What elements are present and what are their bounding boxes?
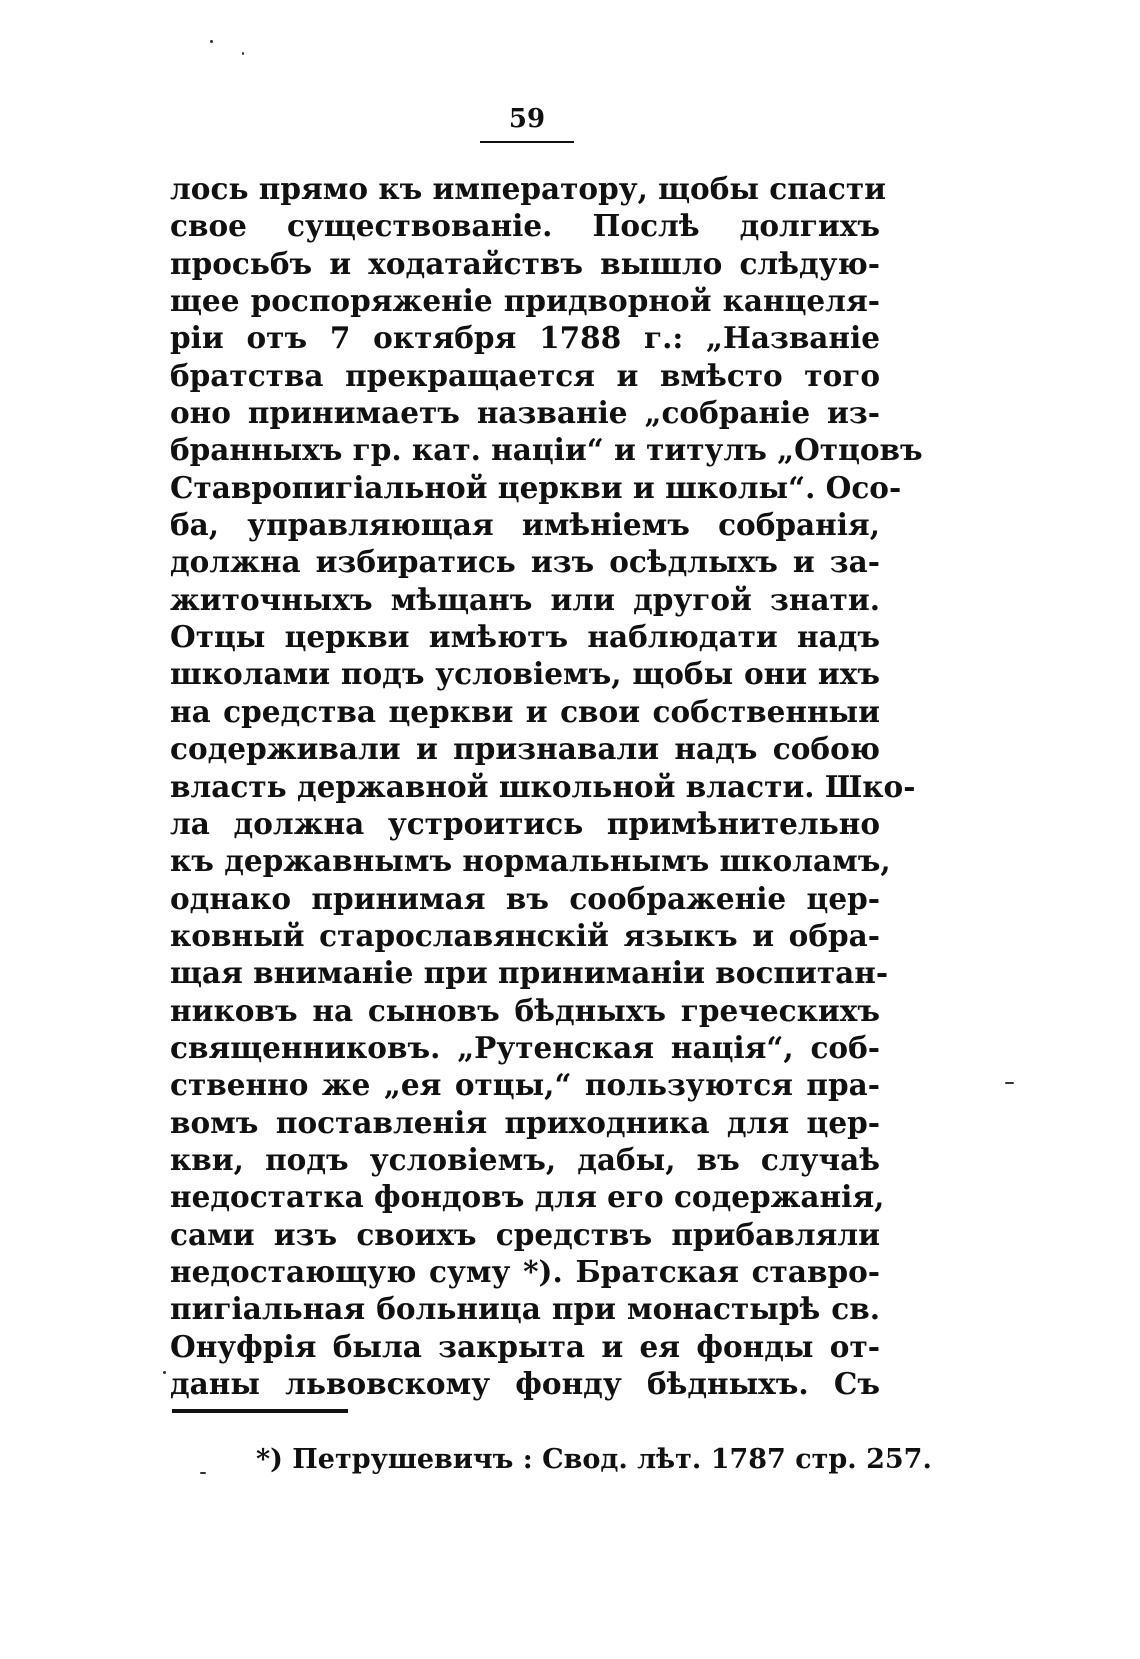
page-number: 59 [508, 104, 546, 134]
text-line: кви, подъ условіемъ, дабы, въ случаѣ [170, 1141, 880, 1177]
scan-speck [200, 1472, 206, 1474]
text-line: просьбъ и ходатайствъ вышло слѣдую- [170, 245, 880, 281]
text-line: пигіальная больница при монастырѣ св. [170, 1291, 880, 1327]
page-number-rule [480, 141, 574, 143]
text-line: школами подъ условіемъ, щобы они ихъ [170, 656, 880, 692]
text-line: свое существованіе. Послѣ долгихъ [170, 208, 880, 244]
text-line: даны львовскому фонду бѣдныхъ. Съ [170, 1366, 880, 1401]
text-line: ковный старославянскій языкъ и обра- [170, 917, 880, 953]
text-line: однако принимая въ соображеніе цер- [170, 880, 880, 916]
text-line: лось прямо къ императору, щобы спасти [170, 171, 887, 206]
scan-speck [242, 52, 244, 55]
text-line: Онуфрія была закрыта и ея фонды от- [170, 1328, 880, 1364]
text-line: щая вниманіе при приниманіи воспитан- [170, 955, 889, 991]
text-line: Отцы церкви имѣютъ наблюдати надъ [170, 619, 880, 655]
text-line: житочныхъ мѣщанъ или другой знати. [170, 581, 880, 617]
text-line: ла должна устроитись примѣнительно [170, 805, 880, 841]
body-text [170, 170, 923, 1402]
text-line: къ державнымъ нормальнымъ школамъ, [170, 843, 891, 879]
text-line: вомъ поставленія приходника для цер- [170, 1104, 880, 1140]
text-line: щее роспоряженіе придворной канцеля- [170, 283, 880, 319]
text-line: недостающую суму *). Братская ставро- [170, 1253, 880, 1289]
text-line: должна избиратись изъ осѣдлыхъ и за- [170, 544, 880, 580]
scan-speck [1005, 1082, 1014, 1084]
text-line: сами изъ своихъ средствъ прибавляли [170, 1216, 880, 1252]
text-line: священниковъ. „Рутенская нація“, соб- [170, 1029, 880, 1065]
text-line: недостатка фондовъ для его содержанія, [170, 1179, 885, 1215]
scan-speck [163, 1371, 166, 1374]
text-line: ріи отъ 7 октября 1788 г.: „Названіе [170, 320, 880, 356]
text-line: оно принимаетъ названіе „собраніе из- [170, 395, 880, 431]
text-line: ба, управляющая имѣніемъ собранія, [170, 507, 880, 543]
text-line: власть державной школьной власти. Шко- [170, 768, 916, 804]
text-line: ственно же „ея отцы,“ пользуются пра- [170, 1067, 880, 1103]
footnote-rule [172, 1409, 348, 1413]
text-line: братства прекращается и вмѣсто того [170, 357, 880, 393]
text-line: никовъ на сыновъ бѣдныхъ греческихъ [170, 992, 880, 1028]
text-line: Ставропигіальной церкви и школы“. Осо- [170, 469, 902, 505]
scan-speck [210, 40, 213, 43]
text-line: бранныхъ гр. кат. націи“ и титулъ „Отцовъ [170, 432, 923, 468]
text-line: на средства церкви и свои собственныи [170, 693, 880, 729]
text-line: содерживали и признавали надъ собою [170, 731, 880, 767]
footnote: *) Петрушевичъ : Свод. лѣт. 1787 стр. 257. [256, 1444, 932, 1475]
